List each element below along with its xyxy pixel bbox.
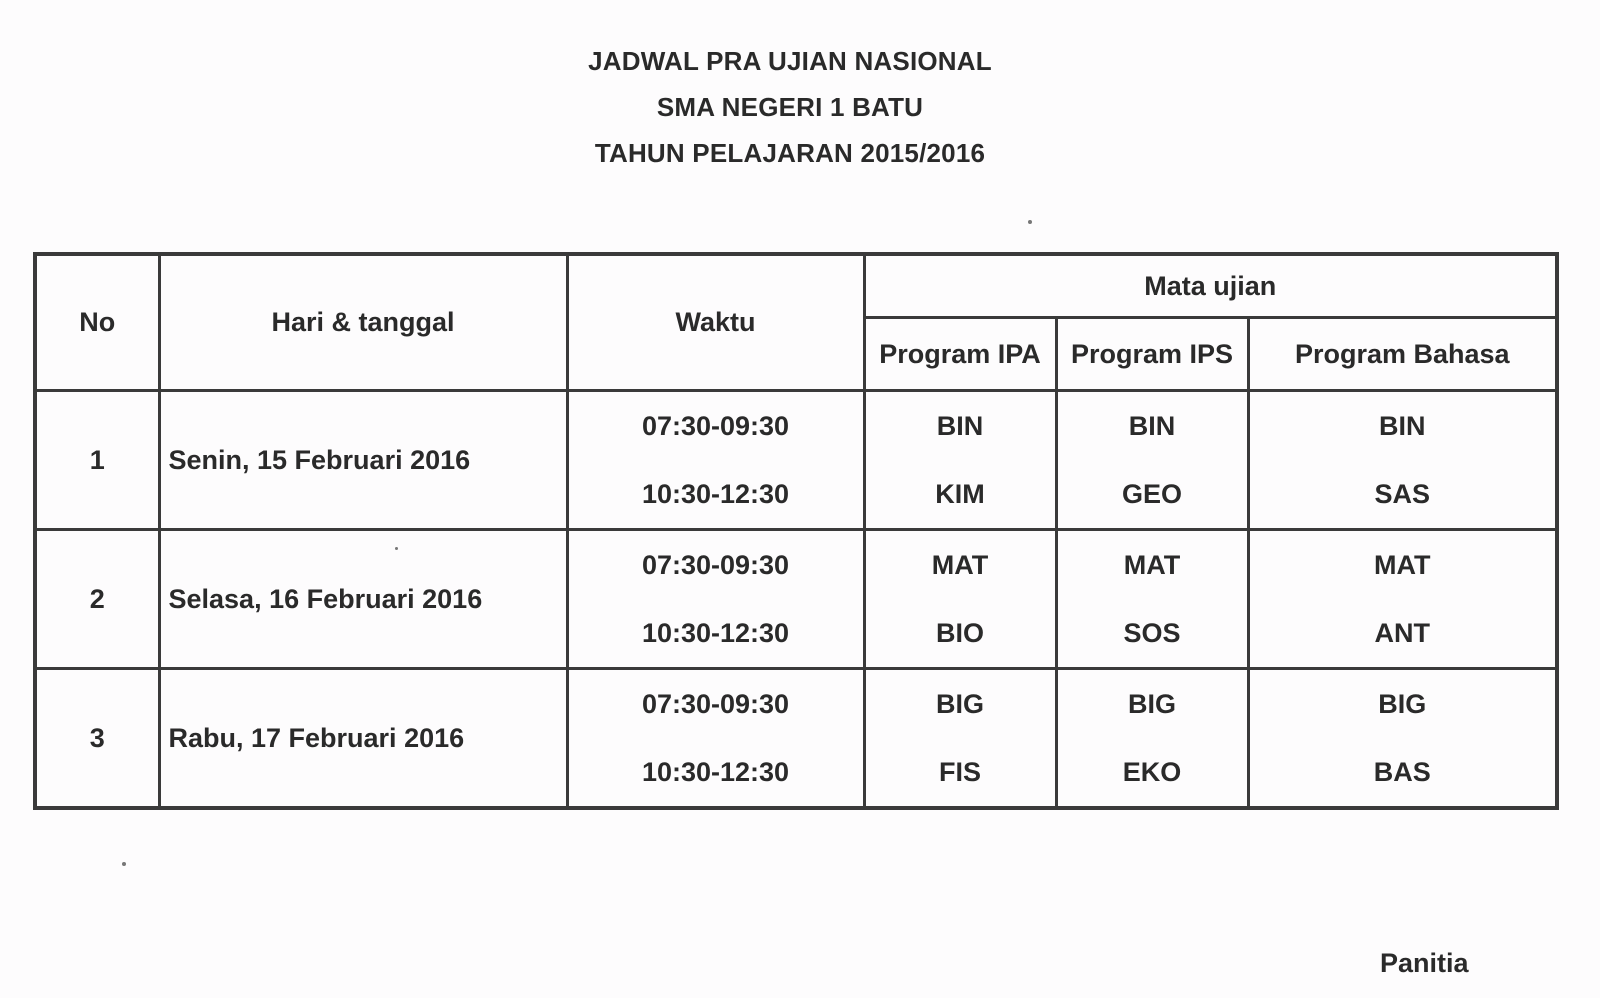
subject-code: BIN (1379, 411, 1426, 441)
header-program-bahasa: Program Bahasa (1248, 318, 1557, 391)
row-day: Selasa, 16 Februari 2016 (159, 530, 567, 669)
signature-label: Panitia (1380, 948, 1469, 978)
row-ipa-subjects (864, 391, 1056, 530)
header-subjects: Mata ujian (864, 254, 1557, 318)
subject-code: MAT (931, 550, 989, 580)
table-row (35, 530, 1557, 669)
table-row (35, 391, 1557, 530)
time-slot: 10:30-12:30 (641, 757, 790, 787)
time-slot: 10:30-12:30 (641, 479, 790, 509)
row-times (567, 669, 864, 809)
subject-code: FIS (938, 757, 981, 787)
scan-speck (122, 862, 126, 866)
subject-code: ANT (1374, 618, 1430, 648)
row-number: 3 (35, 669, 159, 809)
subject-code: BIN (936, 411, 984, 441)
row-ips-subjects (1056, 530, 1248, 669)
subject-code: MAT (1123, 550, 1181, 580)
time-slot: 10:30-12:30 (641, 618, 790, 648)
row-number: 2 (35, 530, 159, 669)
subject-code: SOS (1123, 618, 1181, 648)
row-day: Rabu, 17 Februari 2016 (159, 669, 567, 809)
row-bahasa-subjects (1248, 391, 1557, 530)
header-program-ipa: Program IPA (864, 318, 1056, 391)
row-ipa-subjects (864, 669, 1056, 809)
subject-code: EKO (1122, 757, 1182, 787)
time-slot: 07:30-09:30 (641, 411, 790, 441)
row-ipa-subjects (864, 530, 1056, 669)
row-times (567, 530, 864, 669)
subject-code: BIG (1127, 689, 1176, 719)
header-time: Waktu (567, 254, 864, 391)
subject-code: BIG (1378, 689, 1427, 719)
document-header (0, 38, 1580, 176)
scan-speck (1028, 220, 1032, 224)
row-bahasa-subjects (1248, 530, 1557, 669)
subject-code: BIN (1128, 411, 1176, 441)
row-ips-subjects (1056, 391, 1248, 530)
exam-schedule-table (33, 252, 1559, 810)
time-slot: 07:30-09:30 (641, 550, 790, 580)
table-header-row (35, 254, 1557, 318)
subject-code: BIG (935, 689, 984, 719)
academic-year: TAHUN PELAJARAN 2015/2016 (594, 138, 986, 168)
subject-code: SAS (1374, 479, 1431, 509)
time-slot: 07:30-09:30 (641, 689, 790, 719)
subject-code: KIM (935, 479, 985, 509)
row-number: 1 (35, 391, 159, 530)
row-day: Senin, 15 Februari 2016 (159, 391, 567, 530)
subject-code: BIO (935, 618, 984, 648)
header-no: No (35, 254, 159, 391)
subject-code: GEO (1121, 479, 1182, 509)
subject-code: MAT (1374, 550, 1431, 580)
row-ips-subjects (1056, 669, 1248, 809)
row-times (567, 391, 864, 530)
header-day: Hari & tanggal (159, 254, 567, 391)
scan-speck (395, 547, 398, 550)
school-name: SMA NEGERI 1 BATU (656, 92, 924, 122)
table-row (35, 669, 1557, 809)
row-bahasa-subjects (1248, 669, 1557, 809)
document-title: JADWAL PRA UJIAN NASIONAL (588, 46, 992, 76)
header-program-ips: Program IPS (1056, 318, 1248, 391)
subject-code: BAS (1373, 757, 1431, 787)
